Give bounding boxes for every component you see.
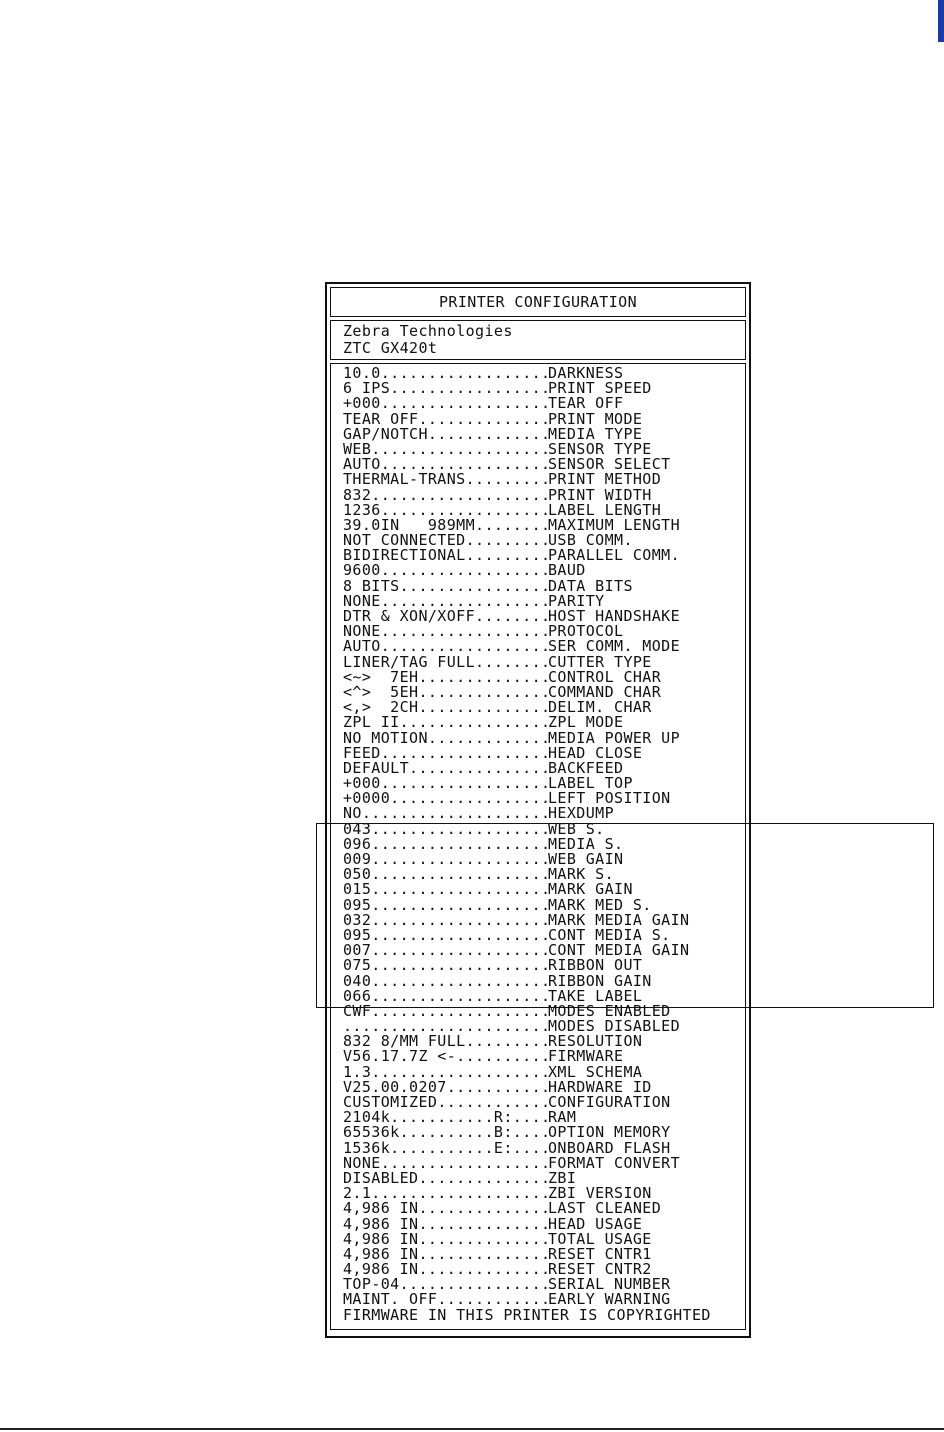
setting-name: WEB S. bbox=[548, 821, 605, 837]
setting-value-cell bbox=[343, 427, 548, 442]
setting-row bbox=[343, 548, 745, 563]
setting-value-cell bbox=[343, 852, 548, 867]
setting-row bbox=[343, 457, 745, 472]
setting-row bbox=[343, 1141, 745, 1156]
setting-row bbox=[343, 822, 745, 837]
setting-row bbox=[343, 427, 745, 442]
setting-name: MODES ENABLED bbox=[548, 1003, 671, 1020]
setting-row bbox=[343, 1110, 745, 1125]
setting-value: 4,986 IN bbox=[343, 1216, 419, 1232]
setting-row bbox=[343, 1095, 745, 1110]
setting-row bbox=[343, 639, 745, 654]
setting-value-cell bbox=[343, 898, 548, 913]
setting-value-cell bbox=[343, 731, 548, 746]
setting-value: DISABLED bbox=[343, 1170, 419, 1187]
setting-row bbox=[343, 898, 745, 913]
setting-name: SERIAL NUMBER bbox=[548, 1277, 671, 1293]
setting-row bbox=[343, 974, 745, 989]
setting-value-cell bbox=[343, 974, 548, 989]
setting-value: CUSTOMIZED bbox=[343, 1095, 438, 1111]
setting-value-cell bbox=[343, 1247, 548, 1262]
setting-row bbox=[343, 594, 745, 609]
setting-name: DELIM. CHAR bbox=[548, 700, 652, 716]
setting-row bbox=[343, 852, 745, 867]
setting-row bbox=[343, 1004, 745, 1019]
setting-value-cell bbox=[343, 913, 548, 928]
setting-row bbox=[343, 913, 745, 928]
setting-value-cell bbox=[343, 518, 548, 533]
setting-name: HEAD CLOSE bbox=[548, 745, 643, 761]
setting-value-cell bbox=[343, 700, 548, 715]
setting-value-cell bbox=[343, 1201, 548, 1216]
setting-value-cell bbox=[343, 548, 548, 563]
setting-value-cell bbox=[343, 1232, 548, 1247]
setting-value: 4,986 IN bbox=[343, 1262, 419, 1278]
setting-value-cell bbox=[343, 867, 548, 882]
setting-value: 832 bbox=[343, 487, 372, 503]
setting-row bbox=[343, 1171, 745, 1186]
setting-row bbox=[343, 700, 745, 715]
setting-value: MAINT. OFF bbox=[343, 1292, 438, 1308]
setting-value-cell bbox=[343, 381, 548, 396]
setting-row bbox=[343, 1232, 745, 1247]
setting-name: PRINT MODE bbox=[548, 411, 643, 427]
setting-name: CONTROL CHAR bbox=[548, 669, 662, 685]
setting-row bbox=[343, 1186, 745, 1201]
label-title-box bbox=[330, 287, 746, 317]
setting-value-cell bbox=[343, 1049, 548, 1064]
setting-value-cell bbox=[343, 1277, 548, 1292]
setting-value: <,> 2CH bbox=[343, 700, 419, 716]
setting-value-cell bbox=[343, 928, 548, 943]
setting-name: ZPL MODE bbox=[548, 715, 624, 731]
setting-row bbox=[343, 518, 745, 533]
setting-row bbox=[343, 989, 745, 1004]
setting-row bbox=[343, 1217, 745, 1232]
setting-value: 032 bbox=[343, 912, 372, 928]
configuration-label bbox=[325, 282, 751, 1338]
setting-name: MODES DISABLED bbox=[548, 1019, 681, 1035]
setting-value: 043 bbox=[343, 821, 372, 837]
setting-row bbox=[343, 882, 745, 897]
setting-row bbox=[343, 579, 745, 594]
setting-value-cell bbox=[343, 761, 548, 776]
setting-name: MARK MEDIA GAIN bbox=[548, 912, 690, 928]
setting-name: TEAR OFF bbox=[548, 396, 624, 412]
setting-name: ZBI bbox=[548, 1170, 577, 1187]
setting-value: V25.00.0207 bbox=[343, 1079, 447, 1095]
setting-row bbox=[343, 928, 745, 943]
setting-value: 095 bbox=[343, 927, 372, 944]
setting-value: 095 bbox=[343, 897, 372, 913]
setting-name: ZBI VERSION bbox=[548, 1186, 652, 1202]
setting-row bbox=[343, 412, 745, 427]
setting-value-cell bbox=[343, 442, 548, 457]
settings-list bbox=[330, 363, 746, 1330]
setting-row bbox=[343, 655, 745, 670]
setting-value-cell bbox=[343, 1004, 548, 1019]
setting-name: PRINT METHOD bbox=[548, 472, 662, 488]
setting-name: WEB GAIN bbox=[548, 852, 624, 868]
setting-value: ZPL II bbox=[343, 715, 400, 731]
setting-value-cell bbox=[343, 746, 548, 761]
setting-row bbox=[343, 624, 745, 639]
setting-name: CONT MEDIA GAIN bbox=[548, 943, 690, 959]
setting-value: NO bbox=[343, 806, 362, 822]
setting-value: 1.3 bbox=[343, 1064, 372, 1080]
setting-row bbox=[343, 1201, 745, 1216]
setting-value: 65536k..........B: bbox=[343, 1125, 513, 1141]
setting-row bbox=[343, 381, 745, 396]
setting-value-cell bbox=[343, 457, 548, 472]
setting-value: 040 bbox=[343, 973, 372, 989]
setting-row bbox=[343, 442, 745, 457]
setting-row bbox=[343, 867, 745, 882]
setting-value: 009 bbox=[343, 852, 372, 868]
setting-name: FIRMWARE bbox=[548, 1049, 624, 1065]
setting-value: 4,986 IN bbox=[343, 1231, 419, 1247]
setting-value: AUTO bbox=[343, 639, 381, 655]
setting-name: MEDIA TYPE bbox=[548, 426, 643, 442]
setting-row bbox=[343, 396, 745, 411]
setting-value-cell bbox=[343, 1065, 548, 1080]
setting-name: PARALLEL COMM. bbox=[548, 548, 681, 564]
setting-row bbox=[343, 1080, 745, 1095]
setting-row bbox=[343, 609, 745, 624]
setting-row bbox=[343, 731, 745, 746]
setting-value: 015 bbox=[343, 882, 372, 898]
setting-value-cell bbox=[343, 563, 548, 578]
setting-value: 096 bbox=[343, 836, 372, 852]
setting-value-cell bbox=[343, 594, 548, 609]
setting-name: EARLY WARNING bbox=[548, 1292, 671, 1308]
setting-name: BAUD bbox=[548, 563, 586, 579]
setting-row bbox=[343, 746, 745, 761]
setting-value-cell bbox=[343, 1095, 548, 1110]
setting-value-cell bbox=[343, 1156, 548, 1171]
setting-name: MARK GAIN bbox=[548, 882, 633, 898]
setting-value-cell bbox=[343, 1125, 548, 1140]
setting-row bbox=[343, 488, 745, 503]
setting-name: LEFT POSITION bbox=[548, 791, 671, 807]
setting-value-cell bbox=[343, 639, 548, 654]
setting-value-cell bbox=[343, 488, 548, 503]
setting-name: RIBBON OUT bbox=[548, 958, 643, 974]
setting-row bbox=[343, 761, 745, 776]
setting-value-cell bbox=[343, 624, 548, 639]
setting-value: 4,986 IN bbox=[343, 1246, 419, 1263]
setting-value-cell bbox=[343, 958, 548, 973]
setting-name: SER COMM. MODE bbox=[548, 639, 681, 655]
setting-value: 832 8/MM FULL bbox=[343, 1034, 466, 1050]
setting-value: GAP/NOTCH bbox=[343, 426, 428, 442]
setting-value: NO MOTION bbox=[343, 730, 428, 746]
setting-name: CUTTER TYPE bbox=[548, 654, 652, 670]
setting-value: 1236 bbox=[343, 502, 381, 518]
setting-value: 6 IPS bbox=[343, 381, 391, 397]
setting-row bbox=[343, 503, 745, 518]
setting-value: 050 bbox=[343, 867, 372, 883]
setting-row bbox=[343, 1247, 745, 1262]
setting-name: CONFIGURATION bbox=[548, 1095, 671, 1111]
label-title: PRINTER CONFIGURATION bbox=[438, 293, 638, 311]
setting-row bbox=[343, 1034, 745, 1049]
setting-name: LAST CLEANED bbox=[548, 1201, 662, 1217]
setting-value: FEED bbox=[343, 745, 381, 761]
setting-row bbox=[343, 1049, 745, 1064]
setting-row bbox=[343, 533, 745, 548]
setting-value: AUTO bbox=[343, 457, 381, 473]
setting-name: XML SCHEMA bbox=[548, 1064, 643, 1080]
setting-value-cell bbox=[343, 1292, 548, 1307]
setting-name: MARK MED S. bbox=[548, 897, 652, 913]
setting-row bbox=[343, 472, 745, 487]
setting-value-cell bbox=[343, 503, 548, 518]
setting-value-cell bbox=[343, 1110, 548, 1125]
setting-value-cell bbox=[343, 1262, 548, 1277]
setting-value: NONE bbox=[343, 624, 381, 640]
setting-name: PRINT WIDTH bbox=[548, 487, 652, 503]
setting-value-cell bbox=[343, 989, 548, 1004]
setting-value-cell bbox=[343, 776, 548, 791]
setting-name: PARITY bbox=[548, 593, 605, 609]
setting-name: FORMAT CONVERT bbox=[548, 1155, 681, 1171]
setting-row bbox=[343, 715, 745, 730]
setting-value-cell bbox=[343, 366, 548, 381]
setting-value: V56.17.7Z <- bbox=[343, 1049, 457, 1065]
setting-name: COMMAND CHAR bbox=[548, 684, 662, 701]
setting-name: RIBBON GAIN bbox=[548, 973, 652, 989]
setting-name: MAXIMUM LENGTH bbox=[548, 517, 681, 534]
setting-name: PROTOCOL bbox=[548, 624, 624, 640]
setting-name: RAM bbox=[548, 1110, 577, 1126]
setting-name: CONT MEDIA S. bbox=[548, 927, 671, 944]
setting-value-cell bbox=[343, 1034, 548, 1049]
setting-value: DTR & XON/XOFF bbox=[343, 609, 476, 625]
setting-name: HEXDUMP bbox=[548, 806, 615, 822]
setting-name: RESOLUTION bbox=[548, 1034, 643, 1050]
setting-value: NOT CONNECTED bbox=[343, 533, 466, 549]
setting-value-cell bbox=[343, 670, 548, 685]
setting-value: 1536k...........E: bbox=[343, 1140, 513, 1156]
setting-value: BIDIRECTIONAL bbox=[343, 548, 466, 564]
setting-value-cell bbox=[343, 685, 548, 700]
setting-name: TAKE LABEL bbox=[548, 988, 643, 1004]
setting-name: LABEL LENGTH bbox=[548, 502, 662, 518]
setting-value: 10.0 bbox=[343, 366, 381, 382]
setting-value: NONE bbox=[343, 1155, 381, 1171]
setting-value-cell bbox=[343, 791, 548, 806]
setting-value: +000 bbox=[343, 776, 381, 792]
setting-value-cell bbox=[343, 943, 548, 958]
setting-value-cell bbox=[343, 579, 548, 594]
setting-value-cell bbox=[343, 1019, 548, 1034]
setting-value: 2.1 bbox=[343, 1186, 372, 1202]
setting-row bbox=[343, 563, 745, 578]
setting-name: HOST HANDSHAKE bbox=[548, 609, 681, 625]
manufacturer-name: Zebra Technologies bbox=[343, 322, 513, 340]
setting-name: OPTION MEMORY bbox=[548, 1125, 671, 1141]
setting-row bbox=[343, 1262, 745, 1277]
setting-name: MARK S. bbox=[548, 867, 615, 883]
setting-name: SENSOR TYPE bbox=[548, 441, 652, 458]
setting-row bbox=[343, 943, 745, 958]
setting-row bbox=[343, 806, 745, 821]
setting-row bbox=[343, 776, 745, 791]
setting-value-cell bbox=[343, 806, 548, 821]
setting-name: HARDWARE ID bbox=[548, 1079, 652, 1095]
setting-value: 8 BITS bbox=[343, 578, 400, 594]
setting-value: +000 bbox=[343, 396, 381, 412]
copyright-notice: FIRMWARE IN THIS PRINTER IS COPYRIGHTED bbox=[343, 1307, 711, 1323]
setting-value-cell bbox=[343, 609, 548, 624]
setting-row bbox=[343, 366, 745, 381]
setting-value: TOP-04 bbox=[343, 1277, 400, 1293]
setting-value: 007 bbox=[343, 943, 372, 959]
setting-row bbox=[343, 685, 745, 700]
setting-value-cell bbox=[343, 1080, 548, 1095]
setting-value-cell bbox=[343, 837, 548, 852]
setting-name: TOTAL USAGE bbox=[548, 1231, 652, 1247]
setting-name: DARKNESS bbox=[548, 366, 624, 382]
setting-value-cell bbox=[343, 472, 548, 487]
setting-name: ONBOARD FLASH bbox=[548, 1140, 671, 1156]
setting-name: LABEL TOP bbox=[548, 776, 633, 792]
setting-name: MEDIA S. bbox=[548, 836, 624, 852]
setting-value-cell bbox=[343, 715, 548, 730]
setting-value: CWF bbox=[343, 1003, 372, 1020]
setting-row bbox=[343, 1292, 745, 1307]
setting-row bbox=[343, 1065, 745, 1080]
setting-name: HEAD USAGE bbox=[548, 1216, 643, 1232]
printer-model: ZTC GX420t bbox=[343, 339, 438, 357]
setting-row bbox=[343, 1125, 745, 1140]
setting-value: 066 bbox=[343, 988, 372, 1004]
setting-value: 2104k...........R: bbox=[343, 1110, 513, 1126]
setting-value-cell bbox=[343, 822, 548, 837]
setting-row bbox=[343, 791, 745, 806]
setting-value: LINER/TAG FULL bbox=[343, 654, 476, 670]
setting-value: 39.0IN 989MM bbox=[343, 517, 476, 534]
setting-name: RESET CNTR1 bbox=[548, 1246, 652, 1263]
setting-name: USB COMM. bbox=[548, 533, 633, 549]
setting-value: 075 bbox=[343, 958, 372, 974]
setting-value: 9600 bbox=[343, 563, 381, 579]
setting-name: DATA BITS bbox=[548, 578, 633, 594]
setting-value: TEAR OFF bbox=[343, 411, 419, 427]
setting-value-cell bbox=[343, 1171, 548, 1186]
setting-value-cell bbox=[343, 655, 548, 670]
setting-name: SENSOR SELECT bbox=[548, 457, 671, 473]
page-footer-rule bbox=[0, 1428, 944, 1430]
setting-row bbox=[343, 837, 745, 852]
setting-value: <~> 7EH bbox=[343, 669, 419, 685]
setting-value: DEFAULT bbox=[343, 760, 410, 777]
setting-name: PRINT SPEED bbox=[548, 381, 652, 397]
setting-row bbox=[343, 1019, 745, 1034]
setting-value: WEB bbox=[343, 441, 372, 458]
setting-value-cell bbox=[343, 1186, 548, 1201]
setting-value: THERMAL-TRANS bbox=[343, 472, 466, 488]
setting-row bbox=[343, 670, 745, 685]
setting-value-cell bbox=[343, 1217, 548, 1232]
setting-value-cell bbox=[343, 412, 548, 427]
setting-value: 4,986 IN bbox=[343, 1201, 419, 1217]
setting-row bbox=[343, 1277, 745, 1292]
setting-value-cell bbox=[343, 533, 548, 548]
setting-name: MEDIA POWER UP bbox=[548, 730, 681, 746]
setting-value: <^> 5EH bbox=[343, 684, 419, 701]
printer-identity-box bbox=[330, 320, 746, 360]
page-tab-marker bbox=[938, 0, 944, 42]
setting-value-cell bbox=[343, 1141, 548, 1156]
setting-name: RESET CNTR2 bbox=[548, 1262, 652, 1278]
setting-value: NONE bbox=[343, 593, 381, 609]
setting-value-cell bbox=[343, 882, 548, 897]
setting-value-cell bbox=[343, 396, 548, 411]
setting-name: BACKFEED bbox=[548, 760, 624, 777]
setting-value: +0000 bbox=[343, 791, 391, 807]
setting-row bbox=[343, 958, 745, 973]
setting-row bbox=[343, 1156, 745, 1171]
